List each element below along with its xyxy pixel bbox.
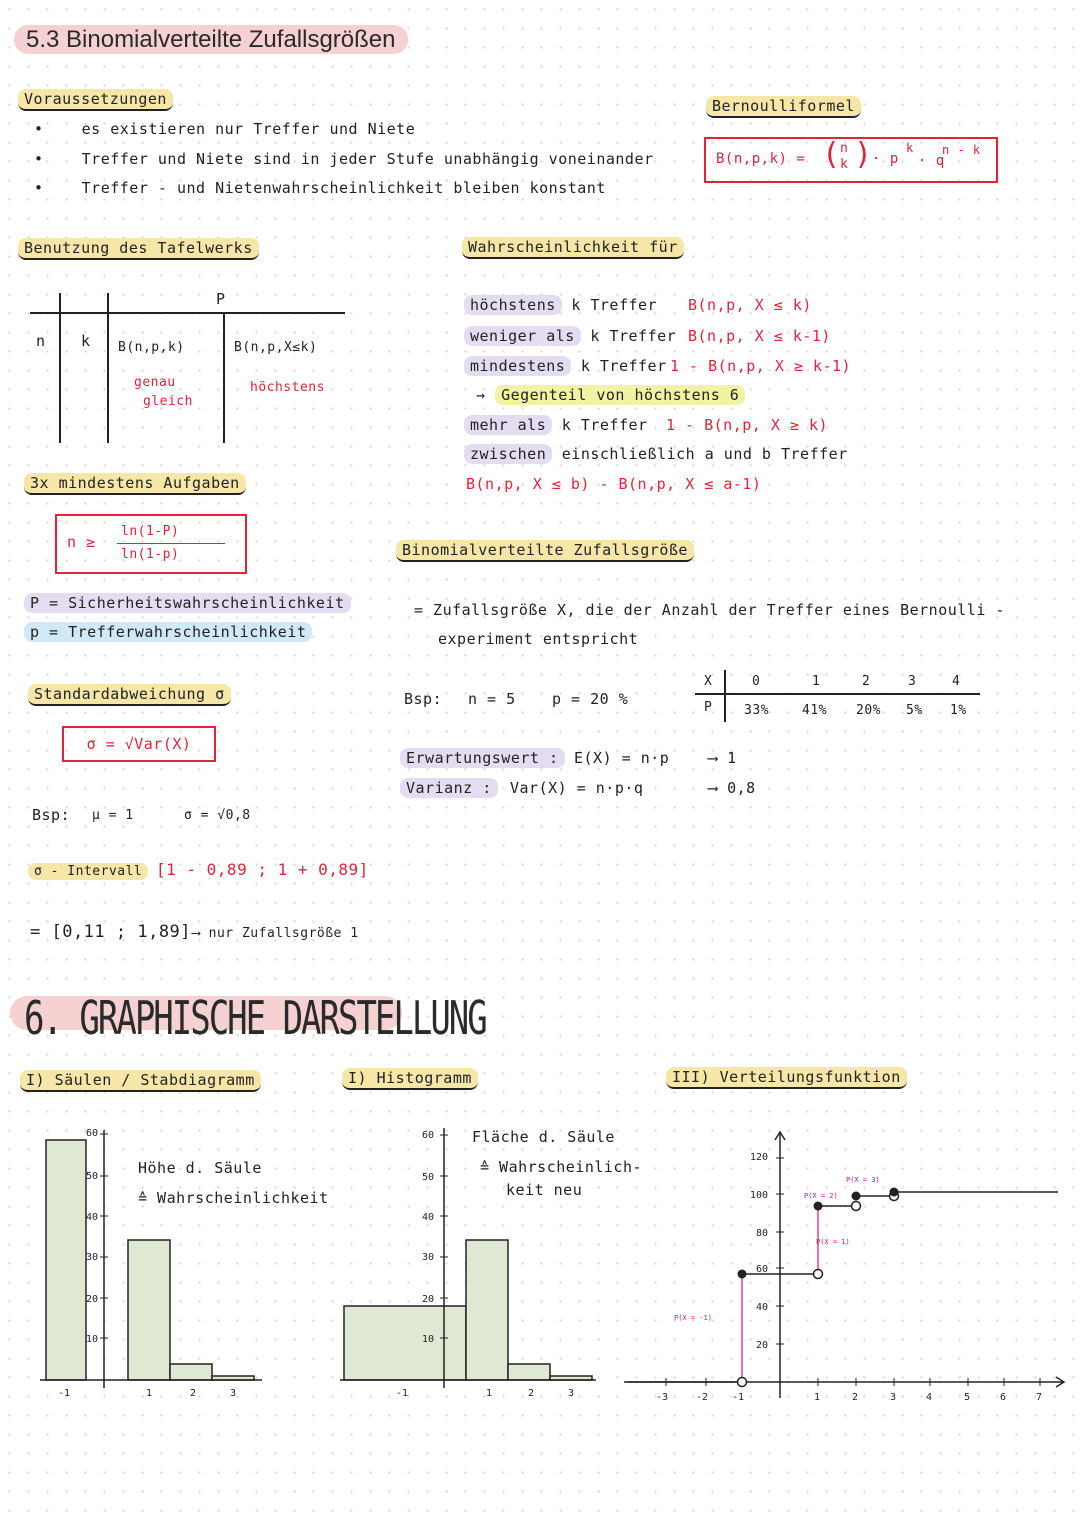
sigma-intervall-label: σ - Intervall: [28, 864, 148, 879]
varianz-label: Varianz :: [400, 779, 498, 797]
binomial-def-line2: experiment entspricht: [438, 630, 639, 648]
bernoulli-heading: Bernoulliformel: [706, 97, 861, 115]
table-p-value: 5%: [906, 703, 923, 718]
saeulen-x-tick: 2: [190, 1388, 197, 1399]
saeulen-x-tick: -1: [58, 1388, 71, 1399]
binom-bottom: k: [840, 157, 849, 172]
vf-y-tick: 40: [756, 1302, 769, 1313]
P-definition: P = Sicherheitswahrscheinlichkeit: [24, 594, 351, 612]
vf-label: P(X = 3): [846, 1176, 880, 1184]
histo-y-tick: 20: [422, 1294, 435, 1305]
vf-x-tick: 4: [926, 1392, 933, 1403]
binom-paren-right: ): [854, 137, 873, 172]
wahrscheinlichkeit-heading: Wahrscheinlichkeit für: [462, 238, 684, 256]
binom-paren-left: (: [822, 137, 841, 172]
bernoulli-p: · p: [872, 151, 899, 167]
binomial-bsp: Bsp:: [404, 690, 443, 708]
voraussetzung-item: • Treffer - und Nietenwahrscheinlichkeit bleiben konstant: [34, 179, 606, 197]
w-row-mehr: mehr als k Treffer: [464, 416, 648, 434]
sigma-result: = [0,11 ; 1,89]: [30, 922, 192, 942]
histo-note1: Fläche d. Säule: [472, 1128, 615, 1146]
histo-y-tick: 60: [422, 1130, 435, 1141]
sigma-formula-box: σ = √Var(X): [62, 726, 216, 762]
voraussetzung-item: • es existieren nur Treffer und Niete: [34, 120, 416, 138]
bernoulli-sup-k: k: [906, 141, 914, 155]
table-p-value: 41%: [802, 703, 827, 718]
table-x-value: 0: [752, 674, 761, 689]
saeulen-y-tick: 20: [86, 1294, 99, 1305]
sigma-mu: μ = 1: [92, 808, 134, 823]
tafelwerk-col-n: n: [36, 332, 46, 350]
table-p-label: P: [704, 700, 713, 715]
graphisch-heading: 6. GRAPHISCHE DARSTELLUNG: [24, 992, 486, 1046]
histo-y-tick: 50: [422, 1172, 435, 1183]
standardabweichung-heading: Standardabweichung σ: [28, 685, 231, 703]
bernoulli-formula-box: [704, 137, 998, 183]
tafelwerk-hoechstens: höchstens: [250, 380, 325, 395]
p-definition: p = Trefferwahrscheinlichkeit: [24, 623, 312, 641]
saeulen-x-tick: 1: [146, 1388, 153, 1399]
saeulen-bar: [170, 1364, 212, 1380]
saeulen-note2: ≙ Wahrscheinlichkeit: [138, 1189, 329, 1207]
saeulen-y-tick: 40: [86, 1212, 99, 1223]
vf-label: P(X = 1): [816, 1238, 850, 1246]
tafelwerk-col-p: P: [216, 290, 226, 308]
vf-x-tick: 2: [852, 1392, 859, 1403]
histo-x-tick: -1: [396, 1388, 409, 1399]
saeulen-y-tick: 60: [86, 1128, 99, 1139]
mindestens-n-ge: n ≥: [67, 533, 96, 551]
histo-bar: [466, 1240, 508, 1380]
binomialverteilte-heading: Binomialverteilte Zufallsgröße: [396, 541, 694, 559]
vf-x-tick: -3: [656, 1392, 669, 1403]
table-x-label: X: [704, 674, 713, 689]
histo-bar: [508, 1364, 550, 1380]
w-row-hoechstens: höchstens k Treffer: [464, 296, 657, 314]
histo-x-tick: 1: [486, 1388, 493, 1399]
vf-x-tick: -2: [696, 1392, 709, 1403]
varianz-value: ⟶ 0,8: [708, 779, 756, 797]
tafelwerk-cell-bsum: B(n,p,X≤k): [234, 340, 318, 355]
histo-x-tick: 2: [528, 1388, 535, 1399]
w-formula-weniger: B(n,p, X ≤ k-1): [688, 327, 831, 345]
tafelwerk-cell-b: B(n,p,k): [118, 340, 185, 355]
saeulen-note1: Höhe d. Säule: [138, 1159, 262, 1177]
histo-y-tick: 10: [422, 1334, 435, 1345]
table-p-value: 33%: [744, 703, 769, 718]
histo-x-tick: 3: [568, 1388, 575, 1399]
page-title: 5.3 Binomialverteilte Zufallsgrößen: [14, 26, 408, 54]
tafelwerk-genau: genau: [134, 375, 176, 390]
binomial-p: p = 20 %: [552, 690, 629, 708]
bernoulli-q: · q: [918, 153, 945, 169]
saeulen-y-tick: 10: [86, 1334, 99, 1345]
sigma-value: σ = √0,8: [184, 808, 251, 823]
tafelwerk-col-k: k: [81, 332, 91, 350]
histo-note2: ≙ Wahrscheinlich-: [480, 1158, 643, 1176]
bernoulli-sup-nk: n - k: [942, 143, 981, 157]
voraussetzungen-heading: Voraussetzungen: [18, 90, 173, 108]
table-x-value: 2: [862, 674, 871, 689]
bernoulli-lhs: B(n,p,k) =: [716, 151, 806, 167]
tafelwerk-gleich: gleich: [143, 394, 193, 409]
binomial-def-line1: = Zufallsgröße X, die der Anzahl der Treffer eines Bernoulli -: [414, 601, 1005, 619]
vf-x-tick: 5: [964, 1392, 971, 1403]
w-formula-zwischen: B(n,p, X ≤ b) - B(n,p, X ≤ a-1): [466, 475, 762, 493]
vf-label: P(X = -1): [674, 1314, 712, 1322]
w-formula-mindestens: 1 - B(n,p, X ≥ k-1): [670, 357, 852, 375]
vert-heading: III) Verteilungsfunktion: [666, 1068, 907, 1086]
verteilungsfunktion-diagram: [624, 1126, 1070, 1412]
w-row-mindestens: mindestens k Treffer: [464, 357, 667, 375]
sigma-intervall: [1 - 0,89 ; 1 + 0,89]: [156, 860, 369, 879]
tafelwerk-heading: Benutzung des Tafelwerks: [18, 239, 259, 257]
vf-y-tick: 60: [756, 1264, 769, 1275]
table-p-value: 1%: [950, 703, 967, 718]
vf-x-tick: 3: [890, 1392, 897, 1403]
erwartungswert-label: Erwartungswert :: [400, 749, 565, 767]
saeulen-y-tick: 50: [86, 1171, 99, 1182]
saeulen-y-tick: 30: [86, 1252, 99, 1263]
histo-heading: I) Histogramm: [342, 1069, 478, 1087]
vf-x-tick: -1: [732, 1392, 745, 1403]
voraussetzung-item: • Treffer und Niete sind in jeder Stufe unabhängig voneinander: [34, 150, 654, 168]
vf-label: P(X = 2): [804, 1192, 838, 1200]
table-x-value: 1: [812, 674, 821, 689]
sigma-result-note: ⟶ nur Zufallsgröße 1: [192, 926, 359, 941]
saeulen-bar: [128, 1240, 170, 1380]
saeulen-x-tick: 3: [230, 1388, 237, 1399]
histo-bar: [344, 1306, 466, 1380]
binomial-table-lines: [690, 666, 985, 726]
erwartungswert-value: ⟶ 1: [708, 749, 737, 767]
histo-y-tick: 30: [422, 1252, 435, 1263]
binomial-n: n = 5: [468, 690, 516, 708]
sigma-bsp: Bsp:: [32, 806, 71, 824]
saeulen-bar: [46, 1140, 86, 1380]
vf-y-tick: 120: [750, 1152, 769, 1163]
vf-x-tick: 6: [1000, 1392, 1007, 1403]
table-p-value: 20%: [856, 703, 881, 718]
histo-y-tick: 40: [422, 1212, 435, 1223]
table-x-value: 4: [952, 674, 961, 689]
vf-y-tick: 20: [756, 1340, 769, 1351]
varianz-formula: Var(X) = n·p·q: [510, 779, 644, 797]
w-row-zwischen: zwischen einschließlich a und b Treffer: [464, 445, 848, 463]
mindestens-denominator: ln(1-p): [121, 547, 180, 562]
table-x-value: 3: [908, 674, 917, 689]
tafelwerk-table-lines: [20, 288, 350, 448]
vf-x-tick: 7: [1036, 1392, 1043, 1403]
fraction-line: [117, 543, 225, 544]
histo-note3: keit neu: [506, 1181, 583, 1199]
mindestens-heading: 3x mindestens Aufgaben: [24, 474, 246, 492]
w-gegenteil: → Gegenteil von höchstens 6: [476, 386, 745, 404]
saeulen-heading: I) Säulen / Stabdiagramm: [20, 1071, 261, 1089]
erwartungswert-formula: E(X) = n·p: [574, 749, 670, 767]
w-formula-mehr: 1 - B(n,p, X ≥ k): [666, 416, 829, 434]
vf-x-tick: 1: [814, 1392, 821, 1403]
w-formula-hoechstens: B(n,p, X ≤ k): [688, 296, 812, 314]
w-row-weniger: weniger als k Treffer: [464, 327, 676, 345]
binom-top: n: [840, 141, 849, 156]
mindestens-numerator: ln(1-P): [121, 524, 180, 539]
vf-y-tick: 80: [756, 1228, 769, 1239]
vf-y-tick: 100: [750, 1190, 769, 1201]
mindestens-formula-box: [55, 514, 247, 574]
